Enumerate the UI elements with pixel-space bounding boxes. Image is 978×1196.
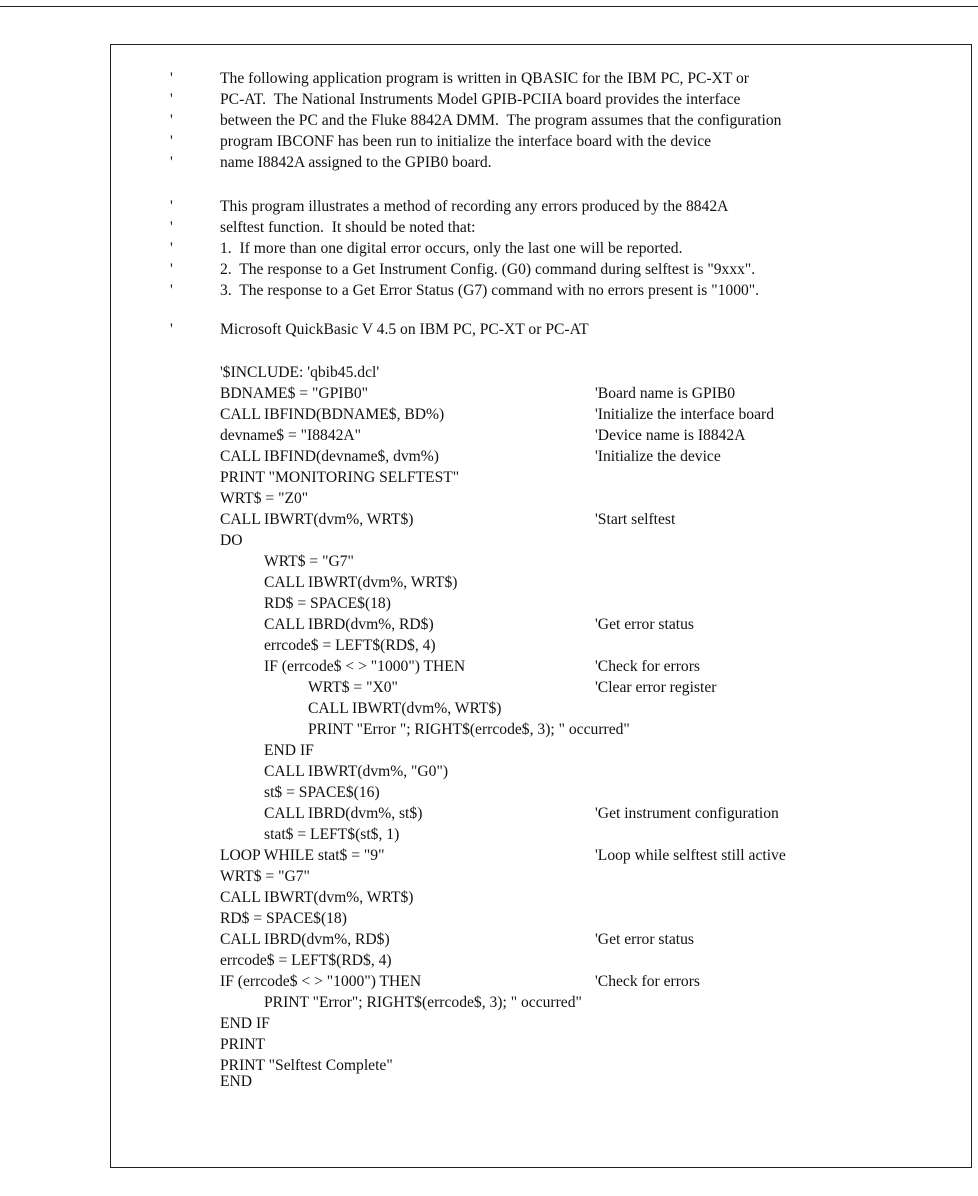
header-note-line: name I8842A assigned to the GPIB0 board. bbox=[220, 154, 492, 171]
code-line: IF (errcode$ < > "1000") THEN bbox=[220, 973, 422, 990]
code-line: st$ = SPACE$(16) bbox=[264, 784, 380, 801]
code-line: RD$ = SPACE$(18) bbox=[220, 910, 347, 927]
code-line: '$INCLUDE: 'qbib45.dcl' bbox=[220, 364, 380, 381]
code-line: CALL IBFIND(BDNAME$, BD%) bbox=[220, 406, 445, 423]
comment-tick: ' bbox=[170, 240, 173, 257]
code-line: errcode$ = LEFT$(RD$, 4) bbox=[220, 952, 392, 969]
code-line: RD$ = SPACE$(18) bbox=[264, 595, 391, 612]
code-comment: 'Initialize the device bbox=[595, 448, 721, 465]
code-comment: 'Get error status bbox=[595, 616, 694, 633]
code-comment: 'Board name is GPIB0 bbox=[595, 385, 736, 402]
selftest-note-line: 1. If more than one digital error occurs, only the last one will be reported. bbox=[220, 240, 683, 257]
header-note-line: The following application program is written in QBASIC for the IBM PC, PC-XT or bbox=[220, 70, 749, 87]
comment-tick: ' bbox=[170, 154, 173, 171]
code-line: CALL IBWRT(dvm%, "G0") bbox=[264, 763, 449, 780]
code-comment: 'Start selftest bbox=[595, 511, 676, 528]
comment-tick: ' bbox=[170, 261, 173, 278]
comment-tick: ' bbox=[170, 198, 173, 215]
header-note-line: between the PC and the Fluke 8842A DMM. The program assumes that the configuration bbox=[220, 112, 782, 129]
code-line: PRINT "Selftest Complete" bbox=[220, 1057, 393, 1074]
code-line: WRT$ = "Z0" bbox=[220, 490, 309, 507]
comment-tick: ' bbox=[170, 282, 173, 299]
code-line: IF (errcode$ < > "1000") THEN bbox=[264, 658, 466, 675]
code-end-line: END bbox=[220, 1073, 253, 1090]
code-line: CALL IBWRT(dvm%, WRT$) bbox=[264, 574, 458, 591]
code-line: PRINT "MONITORING SELFTEST" bbox=[220, 469, 460, 486]
code-comment: 'Check for errors bbox=[595, 973, 700, 990]
comment-tick: ' bbox=[170, 321, 173, 338]
code-line: CALL IBRD(dvm%, st$) bbox=[264, 805, 423, 822]
header-note-line: program IBCONF has been run to initialize the interface board with the device bbox=[220, 133, 712, 150]
code-line: PRINT "Error"; RIGHT$(errcode$, 3); " occurred" bbox=[264, 994, 582, 1011]
code-line: CALL IBRD(dvm%, RD$) bbox=[264, 616, 434, 633]
code-comment: 'Check for errors bbox=[595, 658, 700, 675]
code-comment: 'Get error status bbox=[595, 931, 694, 948]
code-comment: 'Clear error register bbox=[595, 679, 717, 696]
code-line: PRINT "Error "; RIGHT$(errcode$, 3); " occurred" bbox=[308, 721, 630, 738]
comment-tick: ' bbox=[170, 70, 173, 87]
code-line: BDNAME$ = "GPIB0" bbox=[220, 385, 369, 402]
code-line: CALL IBFIND(devname$, dvm%) bbox=[220, 448, 439, 465]
code-line: WRT$ = "G7" bbox=[264, 553, 354, 570]
code-line: LOOP WHILE stat$ = "9" bbox=[220, 847, 385, 864]
selftest-note-line: selftest function. It should be noted that: bbox=[220, 219, 476, 236]
comment-tick: ' bbox=[170, 219, 173, 236]
code-line: PRINT bbox=[220, 1036, 266, 1053]
comment-tick: ' bbox=[170, 91, 173, 108]
code-line: CALL IBWRT(dvm%, WRT$) bbox=[220, 889, 414, 906]
code-line: WRT$ = "G7" bbox=[220, 868, 310, 885]
comment-tick: ' bbox=[170, 133, 173, 150]
code-line: WRT$ = "X0" bbox=[308, 679, 398, 696]
code-comment: 'Device name is I8842A bbox=[595, 427, 746, 444]
top-rule bbox=[0, 6, 978, 7]
code-line: DO bbox=[220, 532, 243, 549]
code-line: END IF bbox=[220, 1015, 270, 1032]
selftest-note-line: This program illustrates a method of recording any errors produced by the 8842A bbox=[220, 198, 729, 215]
comment-tick: ' bbox=[170, 112, 173, 129]
compiler-note: Microsoft QuickBasic V 4.5 on IBM PC, PC-XT or PC-AT bbox=[220, 321, 589, 338]
code-comment: 'Get instrument configuration bbox=[595, 805, 779, 822]
code-line: stat$ = LEFT$(st$, 1) bbox=[264, 826, 400, 843]
code-line: devname$ = "I8842A" bbox=[220, 427, 362, 444]
selftest-note-line: 2. The response to a Get Instrument Config. (G0) command during selftest is "9xxx". bbox=[220, 261, 756, 278]
code-line: CALL IBWRT(dvm%, WRT$) bbox=[308, 700, 502, 717]
code-line: CALL IBWRT(dvm%, WRT$) bbox=[220, 511, 414, 528]
code-comment: 'Loop while selftest still active bbox=[595, 847, 786, 864]
header-note-line: PC-AT. The National Instruments Model GPIB-PCIIA board provides the interface bbox=[220, 91, 741, 108]
code-line: errcode$ = LEFT$(RD$, 4) bbox=[264, 637, 436, 654]
selftest-note-line: 3. The response to a Get Error Status (G7) command with no errors present is "1000". bbox=[220, 282, 760, 299]
code-line: CALL IBRD(dvm%, RD$) bbox=[220, 931, 390, 948]
code-comment: 'Initialize the interface board bbox=[595, 406, 775, 423]
code-line: END IF bbox=[264, 742, 314, 759]
